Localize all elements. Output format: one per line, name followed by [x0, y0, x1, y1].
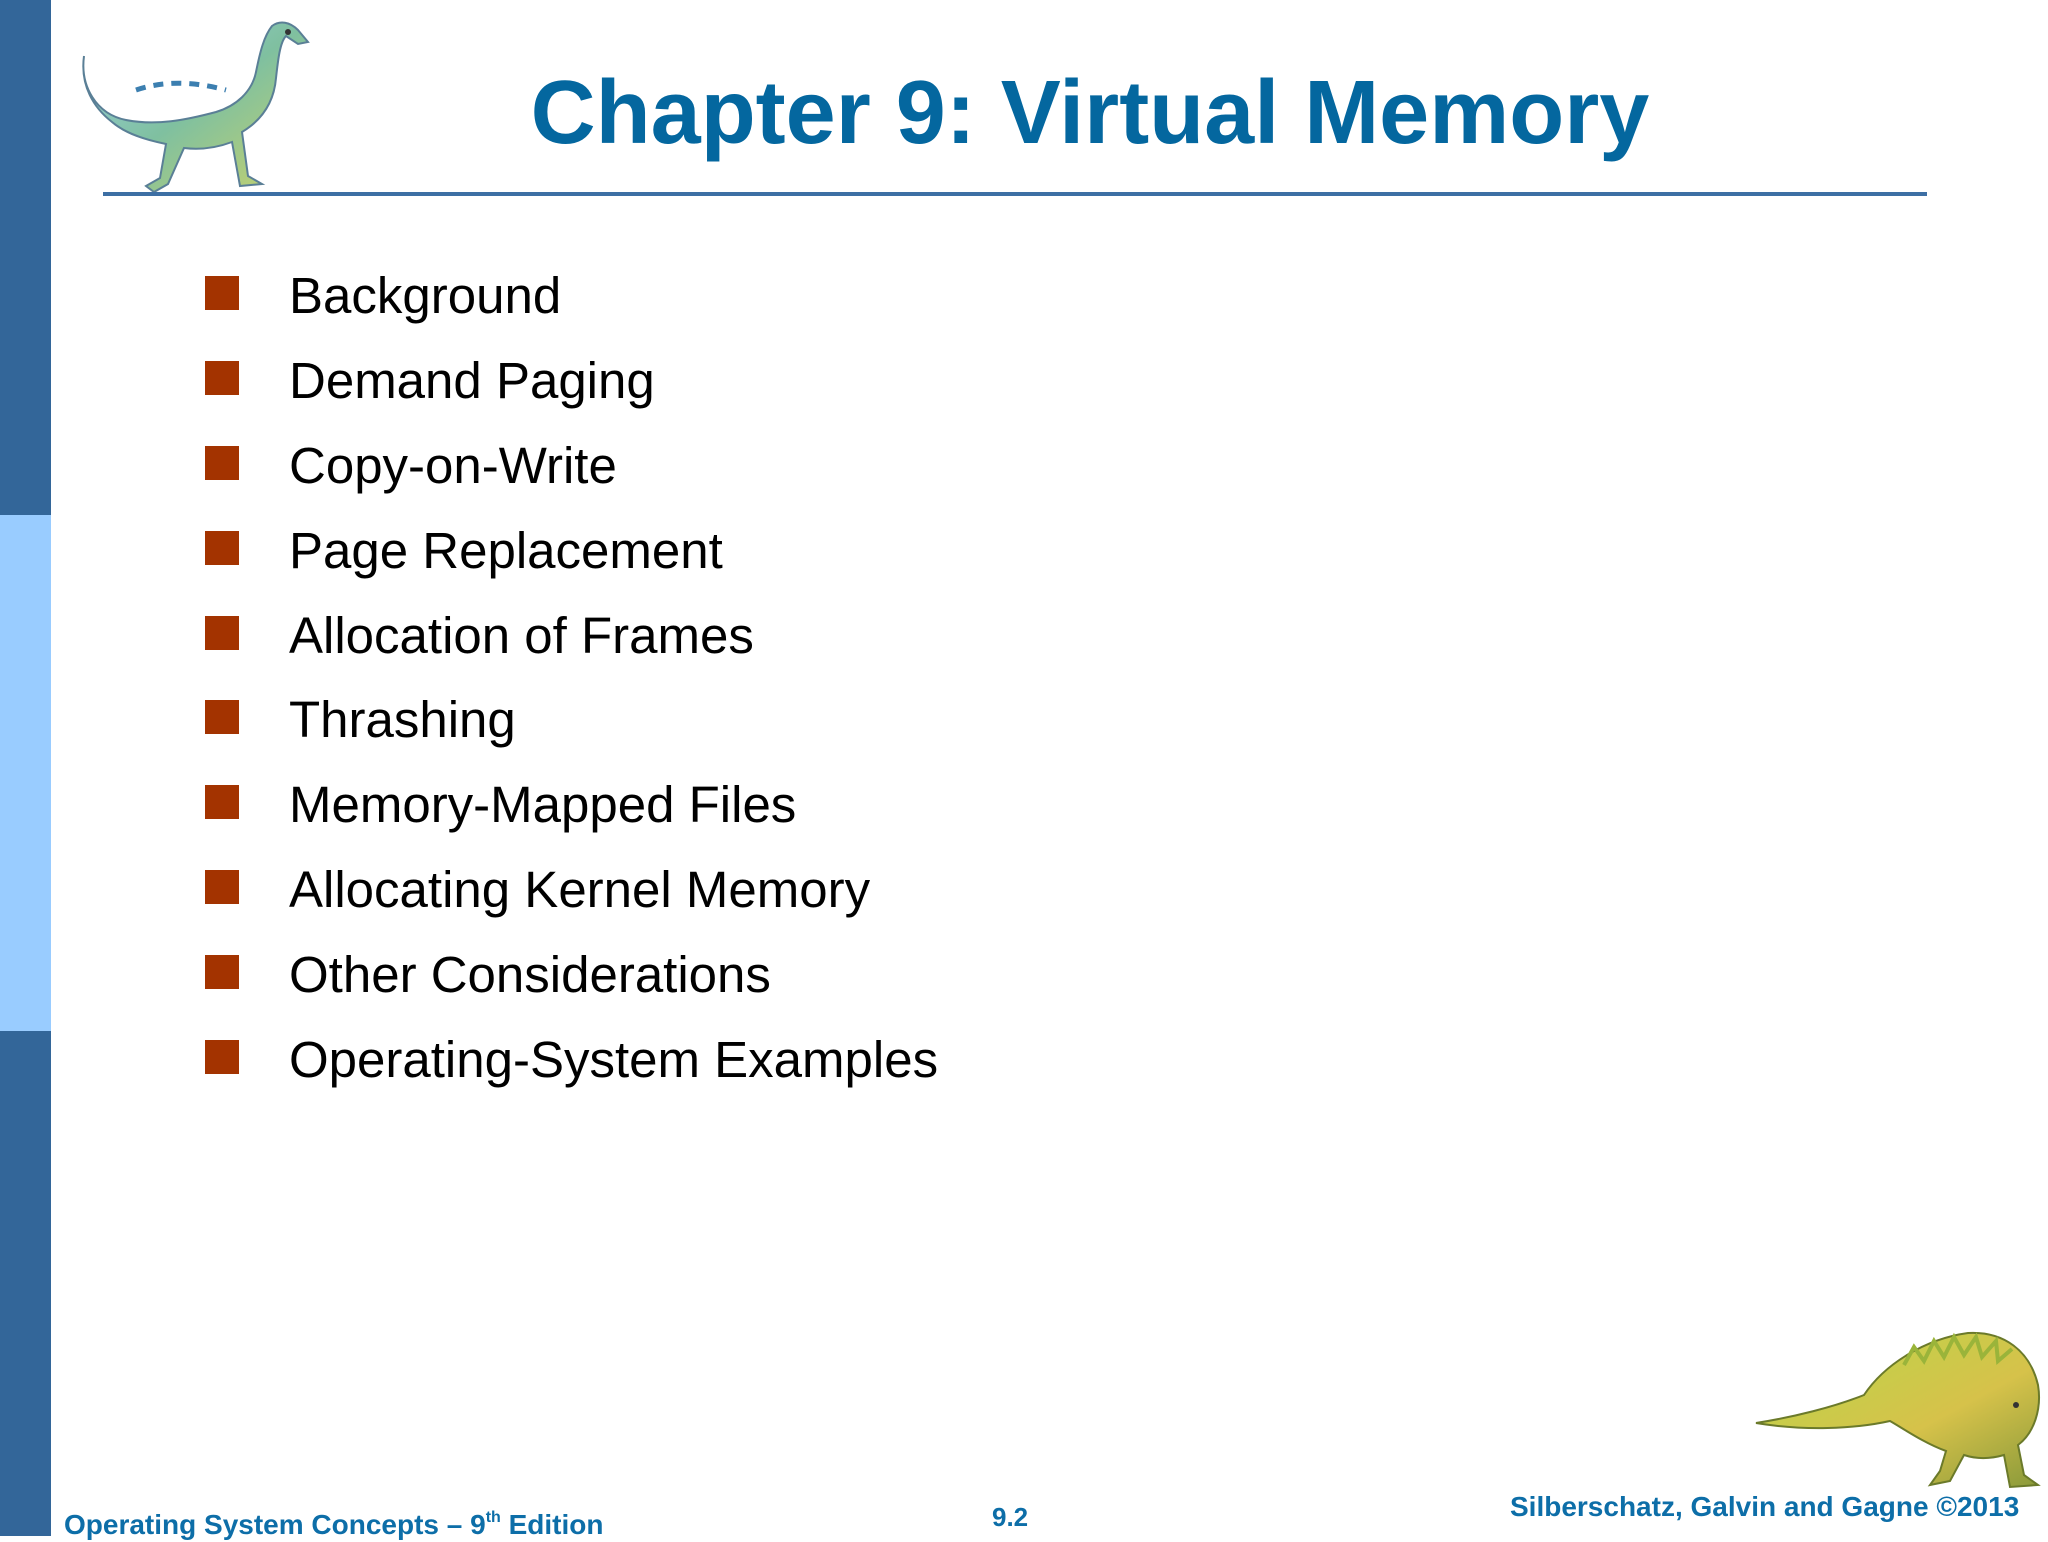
slide-title: Chapter 9: Virtual Memory	[530, 63, 1650, 163]
footer-book-suffix: Edition	[500, 1509, 604, 1540]
list-item-label: Allocating Kernel Memory	[289, 861, 871, 919]
bullet-square-icon	[205, 955, 239, 989]
bullet-square-icon	[205, 700, 239, 734]
list-item-label: Operating-System Examples	[289, 1031, 939, 1089]
footer-authors: Silberschatz, Galvin and Gagne ©2013	[1510, 1491, 2020, 1522]
title-divider	[103, 192, 1927, 196]
footer-edition-superscript: th	[485, 1509, 501, 1526]
bullet-square-icon	[205, 1040, 239, 1074]
bullet-square-icon	[205, 616, 239, 650]
bullet-square-icon	[205, 785, 239, 819]
dinosaur-illustration-bottom	[1754, 1325, 2044, 1491]
footer-book-prefix: Operating System Concepts – 9	[64, 1509, 486, 1540]
list-item-label: Memory-Mapped Files	[289, 776, 797, 834]
list-item-label: Other Considerations	[289, 946, 771, 1004]
bullet-square-icon	[205, 276, 239, 310]
left-accent-bar	[0, 0, 51, 1536]
bullet-square-icon	[205, 361, 239, 395]
list-item-label: Copy-on-Write	[289, 436, 617, 494]
left-accent-bar-highlight	[0, 515, 51, 1031]
bullet-square-icon	[205, 870, 239, 904]
bullet-square-icon	[205, 446, 239, 480]
bullet-square-icon	[205, 531, 239, 565]
list-item-label: Demand Paging	[289, 351, 655, 409]
list-item-label: Page Replacement	[289, 521, 723, 579]
page-number: 9.2	[992, 1502, 1029, 1532]
dinosaur-illustration-top	[76, 16, 312, 194]
list-item-label: Background	[289, 267, 562, 324]
list-item-label: Thrashing	[289, 691, 516, 749]
list-item-label: Allocation of Frames	[289, 606, 754, 664]
